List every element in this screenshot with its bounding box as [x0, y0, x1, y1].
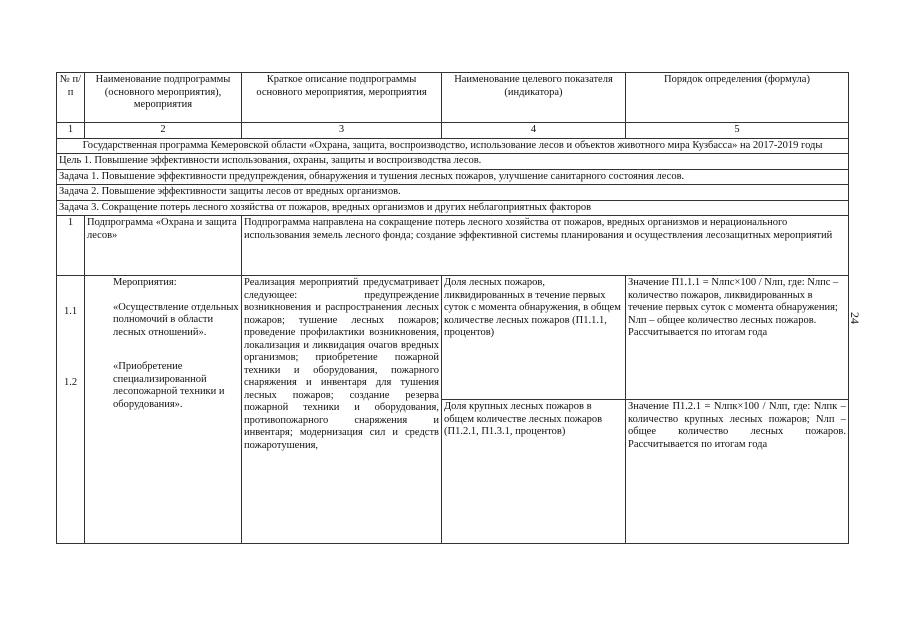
task-row	[57, 185, 849, 201]
measure-num-2: 1.2	[63, 376, 78, 388]
formula-2: Значение П1.2.1 = Nлпк×100 / Nлп, где: Nлпк – количество крупных лесных пожаров; Nлп – общее количество лесных пожаров. Рассчитывается по итогам года	[626, 400, 849, 544]
goal-text: Цель 1. Повышение эффективности использования, охраны, защиты и воспроизводства лесов.	[57, 154, 849, 170]
measure-name-1: «Осуществление отдельных полномочий в области лесных отношений».	[113, 301, 239, 338]
task-row	[57, 200, 849, 216]
task-text: Задача 1. Повышение эффективности предупреждения, обнаружения и тушения лесных пожаров, улучшение санитарного состояния лесов.	[57, 169, 849, 185]
header-indicator: Наименование целевого показателя (индикатора)	[442, 73, 626, 123]
formula-1: Значение П1.1.1 = Nлпс×100 / Nлп, где: Nлпс – количество пожаров, ликвидированных в течение первых суток с момента обнаружения; Nлп – общее количество лесных пожаров. Рассчитывается по итогам года	[626, 276, 849, 400]
task-text: Задача 3. Сокращение потерь лесного хозяйства от пожаров, вредных организмов и других неблагоприятных факторов	[57, 200, 849, 216]
column-number-row	[57, 123, 849, 139]
header-name: Наименование подпрограммы (основного мероприятия), мероприятия	[85, 73, 242, 123]
header-formula: Порядок определения (формула)	[626, 73, 849, 123]
header-num: № п/п	[57, 73, 85, 123]
column-number: 2	[85, 123, 242, 139]
table-header-row	[57, 73, 849, 123]
page-number: 24	[848, 312, 862, 324]
indicator-2: Доля крупных лесных пожаров в общем количестве лесных пожаров (П1.2.1, П1.3.1, процентов)	[442, 400, 626, 544]
task-row	[57, 169, 849, 185]
subprogram-name: Подпрограмма «Охрана и защита лесов»	[85, 216, 242, 276]
measure-num-cell	[57, 276, 85, 544]
column-number: 1	[57, 123, 85, 139]
subprogram-num: 1	[57, 216, 85, 276]
column-number: 3	[242, 123, 442, 139]
header-description: Краткое описание подпрограммы основного мероприятия, мероприятия	[242, 73, 442, 123]
indicator-1: Доля лесных пожаров, ликвидированных в течение первых суток с момента обнаружения, в общем количестве лесных пожаров (П1.1.1, процентов)	[442, 276, 626, 400]
subprogram-row	[57, 216, 849, 276]
program-table	[56, 72, 849, 544]
program-title: Государственная программа Кемеровской области «Охрана, защита, воспроизводство, использование лесов и объектов животного мира Кузбасса» на 2017-2019 годы	[57, 138, 849, 154]
subprogram-description: Подпрограмма направлена на сокращение потерь лесного хозяйства от пожаров, вредных организмов и нерационального использования земель лесного фонда; создание эффективной системы планирования и осуществления лесозащитных мероприятий	[242, 216, 849, 276]
measure-name-cell	[85, 276, 242, 544]
measure-row-1	[57, 276, 849, 400]
task-text: Задача 2. Повышение эффективности защиты лесов от вредных организмов.	[57, 185, 849, 201]
column-number: 5	[626, 123, 849, 139]
measure-name-2: «Приобретение специализированной лесопожарной техники и оборудования».	[113, 361, 225, 410]
measure-description: Реализация мероприятий предусматривает следующее: предупреждение возникновения и распространения лесных пожаров; тушение лесных пожаров; проведение профилактики возникновения, локализация и ликвидация очагов вредных организмов; приобретение пожарной техники и оборудования, пожарного снаряжения и инвентаря для тушения лесных пожаров; создание резерва пожарной техники и оборудования, противопожарного снаряжения и инвентаря; модернизация сил и средств пожаротушения,	[242, 276, 442, 544]
measures-label: Мероприятия:	[113, 277, 177, 288]
goal-row	[57, 154, 849, 170]
column-number: 4	[442, 123, 626, 139]
program-title-row	[57, 138, 849, 154]
measure-num-1: 1.1	[63, 306, 78, 317]
